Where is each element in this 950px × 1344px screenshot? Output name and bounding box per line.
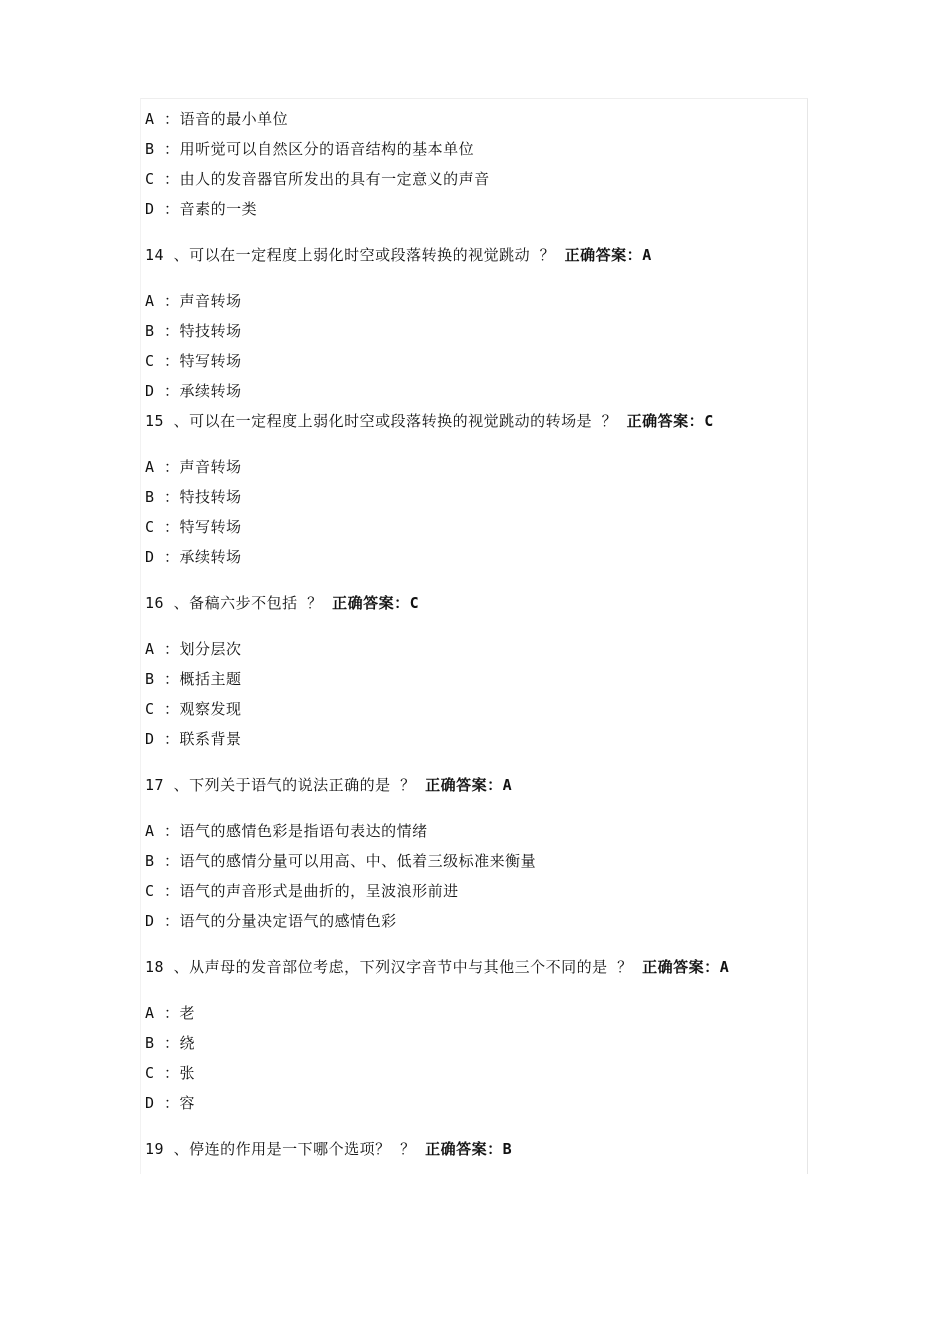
answer-value: B [502,1140,513,1158]
option-a: A ：声音转场 [145,292,242,310]
question-text: 17 、下列关于语气的说法正确的是 ？ [145,776,416,794]
option-a: A ：语气的感情色彩是指语句表达的情绪 [145,822,428,840]
answer-label: 正确答案： [626,412,705,430]
option-b: B ：概括主题 [145,670,242,688]
option-b: B ：绕 [145,1034,196,1052]
option-d: D ：联系背景 [145,730,242,748]
question-17 [145,774,795,820]
answer-label: 正确答案： [425,776,503,794]
option-d: D ：语气的分量决定语气的感情色彩 [145,912,397,930]
question-text: 16 、备稿六步不包括 ？ [145,594,323,612]
answer-label: 正确答案： [564,246,643,264]
option-d: D ：承续转场 [145,382,242,400]
option-d: D ：容 [145,1094,196,1112]
question-16 [145,592,795,638]
question-text: 18 、从声母的发音部位考虑，下列汉字音节中与其他三个不同的是 ？ [145,958,633,976]
quiz-content [145,108,795,1168]
answer-label: 正确答案： [642,958,720,976]
option-a: A ：老 [145,1004,196,1022]
option-prev-d: D ：音素的一类 [145,200,258,218]
option-d: D ：承续转场 [145,548,242,566]
answer-value: A [642,246,652,264]
option-prev-c: C ：由人的发音器官所发出的具有一定意义的声音 [145,170,490,188]
answer-value: A [502,776,513,794]
question-text: 19 、停连的作用是一下哪个选项？ ？ [145,1140,416,1158]
answer-value: C [704,412,714,430]
option-b: B ：特技转场 [145,322,242,340]
question-15 [145,410,795,456]
question-14 [145,244,795,290]
option-c: C ：观察发现 [145,700,242,718]
question-text: 14 、可以在一定程度上弱化时空或段落转换的视觉跳动 ？ [145,246,556,264]
question-18 [145,956,795,1002]
option-c: C ：张 [145,1064,196,1082]
option-a: A ：划分层次 [145,640,242,658]
option-c: C ：语气的声音形式是曲折的，呈波浪形前进 [145,882,459,900]
question-19 [145,1138,795,1168]
option-prev-b: B ：用听觉可以自然区分的语音结构的基本单位 [145,140,475,158]
question-text: 15 、可以在一定程度上弱化时空或段落转换的视觉跳动的转场是 ？ [145,412,618,430]
answer-value: C [409,594,420,612]
option-b: B ：语气的感情分量可以用高、中、低着三级标准来衡量 [145,852,537,870]
option-c: C ：特写转场 [145,352,242,370]
answer-label: 正确答案： [332,594,410,612]
option-a: A ：声音转场 [145,458,242,476]
option-b: B ：特技转场 [145,488,242,506]
option-prev-a: A ：语音的最小单位 [145,110,289,128]
option-c: C ：特写转场 [145,518,242,536]
answer-label: 正确答案： [425,1140,503,1158]
answer-value: A [719,958,730,976]
